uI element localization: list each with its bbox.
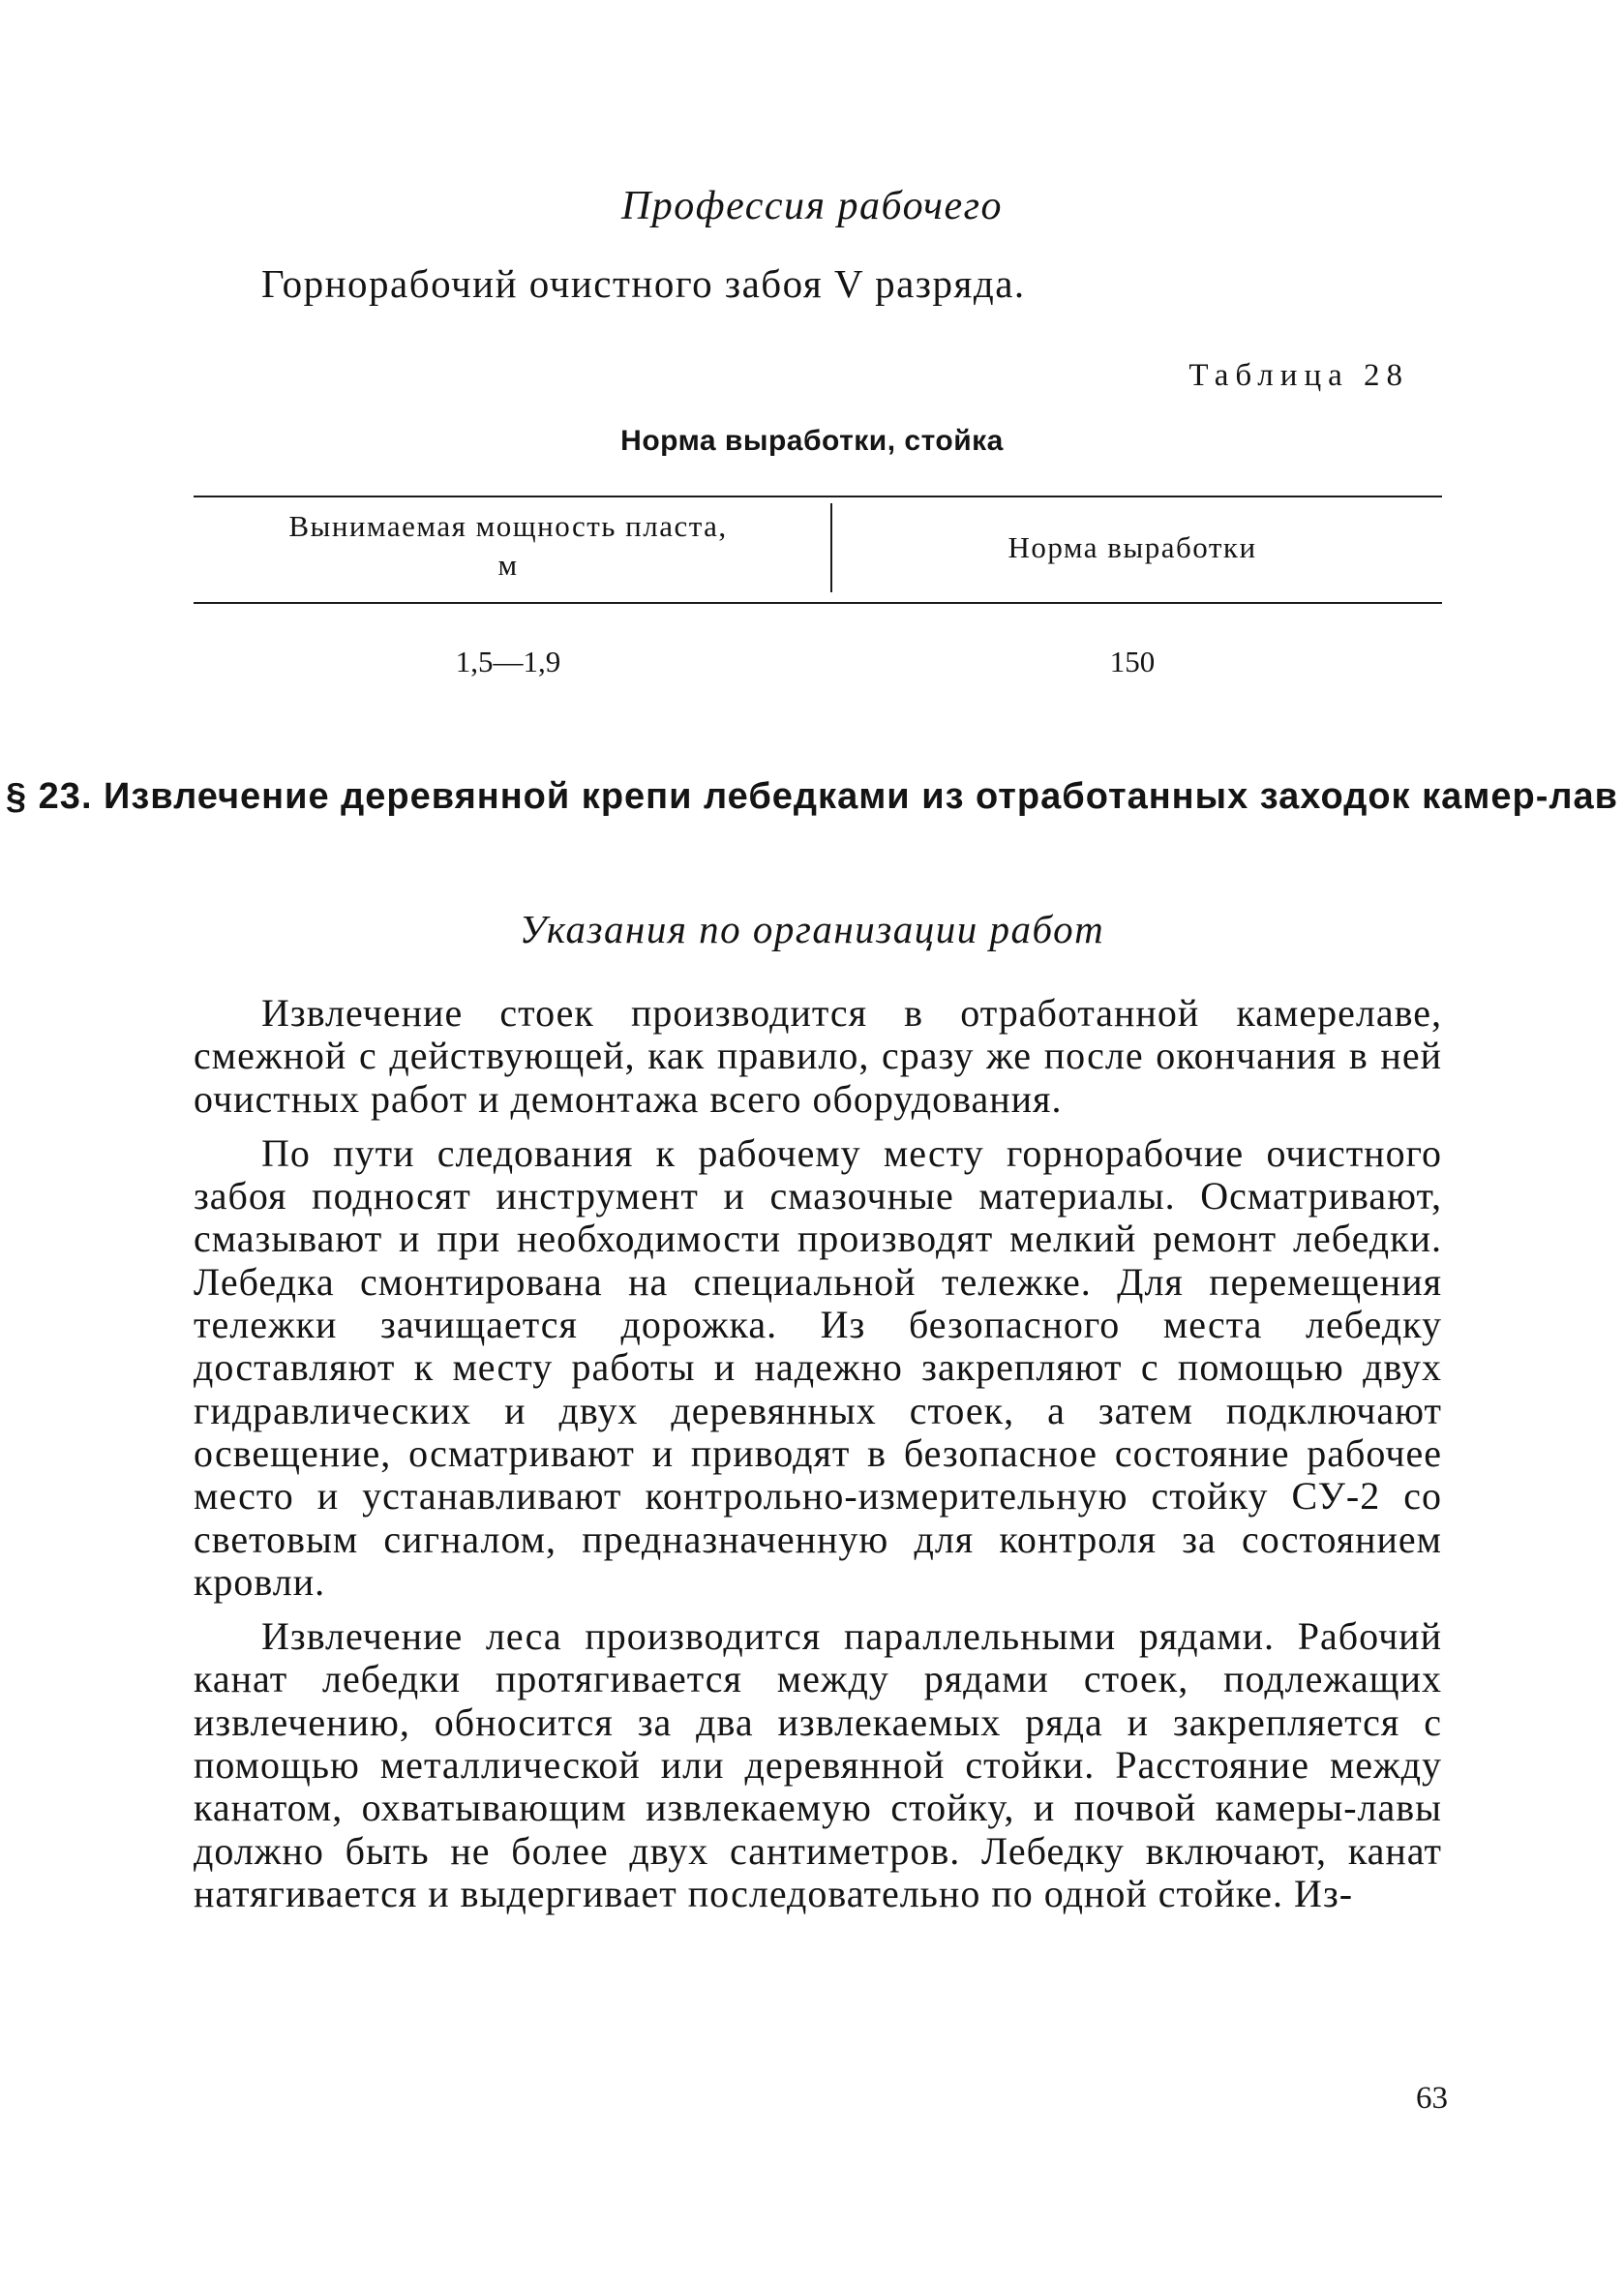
table-top-rule — [194, 496, 1442, 497]
table-header-rule — [194, 602, 1442, 604]
table-label: Таблица 28 — [1188, 358, 1409, 393]
profession-text: Горнорабочий очистного забоя V разряда. — [261, 261, 1026, 306]
table-header-norm: Норма выработки — [1007, 530, 1257, 564]
page-number: 63 — [1416, 2081, 1448, 2116]
table-title: Норма выработки, стойка — [620, 425, 1004, 457]
table-cell-norm: 150 — [1109, 645, 1156, 678]
paragraph: Извлечение леса производится параллельными рядами. Рабочий канат лебедки протягивается между рядами стоек, подлежащих извлечению, обносится за два извлекаемых ряда и закрепляется с помощью металлической или деревянной стойки. Расстояние между канатом, охватывающим извлекаемую стойку, и почвой камеры-лавы должно быть не более двух сантиметров. Лебедку включают, канат натягивается и выдергивает последовательно по одной стойке. Из- — [194, 1614, 1442, 1915]
paragraph: Извлечение стоек производится в отработанной камерелаве, смежной с действующей, как правило, сразу же после окончания в ней очистных работ и демонтажа всего оборудования. — [194, 991, 1442, 1121]
profession-title: Профессия рабочего — [620, 184, 1004, 228]
section-heading: § 23. Извлечение деревянной крепи лебедками из отработанных заходок камер-лав — [5, 776, 1619, 817]
body-text — [194, 992, 1442, 1927]
table-header-thickness: Вынимаемая мощность пласта, м — [288, 509, 728, 582]
section-subheading: Указания по организации работ — [519, 907, 1105, 951]
paragraph: По пути следования к рабочему месту горнорабочие очистного забоя подносят инструмент и смазочные материалы. Осматривают, смазывают и при необходимости производят мелкий ремонт лебедки. Лебедка смонтирована на специальной тележке. Для перемещения тележки зачищается дорожка. Из безопасного места лебедку доставляют к месту работы и надежно закрепляют с помощью двух гидравлических и двух деревянных стоек, а затем подключают освещение, осматривают и приводят в безопасное состояние рабочее место и устанавливают контрольно-измерительную стойку СУ-2 со световым сигналом, предназначенную для контроля за состоянием кровли. — [194, 1130, 1442, 1604]
table-cell-thickness: 1,5—1,9 — [455, 645, 561, 678]
table-column-divider — [830, 503, 832, 592]
